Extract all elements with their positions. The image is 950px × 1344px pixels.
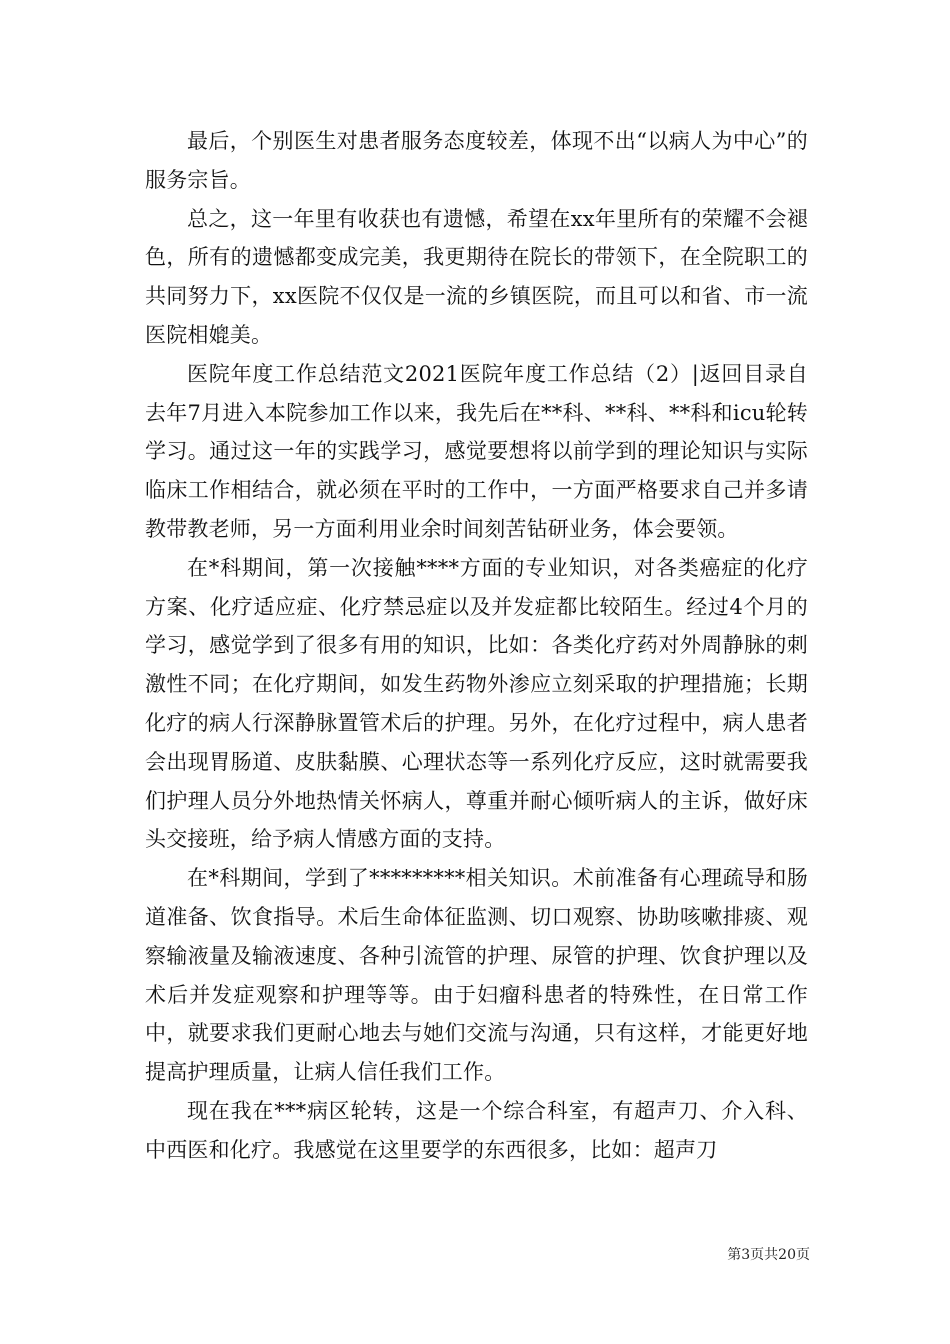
- document-body: [145, 122, 808, 1170]
- paragraph-6: 现在我在***病区轮转，这是一个综合科室，有超声刀、介入科、中西医和化疗。我感觉在这里要学的东西很多，比如：超声刀: [145, 1098, 808, 1162]
- page-number: 第3页共20页: [727, 1247, 810, 1263]
- paragraph-1: 最后，个别医生对患者服务态度较差，体现不出“以病人为中心”的服务宗旨。: [145, 129, 808, 192]
- paragraph-5: 在*科期间，学到了*********相关知识。术前准备有心理疏导和肠道准备、饮食指导。术后生命体征监测、切口观察、协助咳嗽排痰、观察输液量及输液速度、各种引流管的护理、尿管的护理、饮食护理以及术后并发症观察和护理等等。由于妇瘤科患者的特殊性，在日常工作中，就要求我们更耐心地去与她们交流与沟通，只有这样，才能更好地提高护理质量，让病人信任我们工作。: [145, 866, 808, 1085]
- paragraph-3: 医院年度工作总结范文2021医院年度工作总结（2）|返回目录自去年7月进入本院参加工作以来，我先后在**科、**科、**科和icu轮转学习。通过这一年的实践学习，感觉要想将以前学到的理论知识与实际临床工作相结合，就必须在平时的工作中，一方面严格要求自己并多请教带教老师，另一方面利用业余时间刻苦钻研业务，体会要领。: [145, 361, 808, 541]
- paragraph-2: 总之，这一年里有收获也有遗憾，希望在xx年里所有的荣耀不会褪色，所有的遗憾都变成完美，我更期待在院长的带领下，在全院职工的共同努力下，xx医院不仅仅是一流的乡镇医院，而且可以和省、市一流医院相媲美。: [145, 206, 808, 347]
- paragraph-4: 在*科期间，第一次接触****方面的专业知识，对各类癌症的化疗方案、化疗适应症、化疗禁忌症以及并发症都比较陌生。经过4个月的学习，感觉学到了很多有用的知识，比如：各类化疗药对外周静脉的刺激性不同；在化疗期间，如发生药物外渗应立刻采取的护理措施；长期化疗的病人行深静脉置管术后的护理。另外，在化疗过程中，病人患者会出现胃肠道、皮肤黏膜、心理状态等一系列化疗反应，这时就需要我们护理人员分外地热情关怀病人，尊重并耐心倾听病人的主诉，做好床头交接班，给予病人情感方面的支持。: [145, 555, 808, 852]
